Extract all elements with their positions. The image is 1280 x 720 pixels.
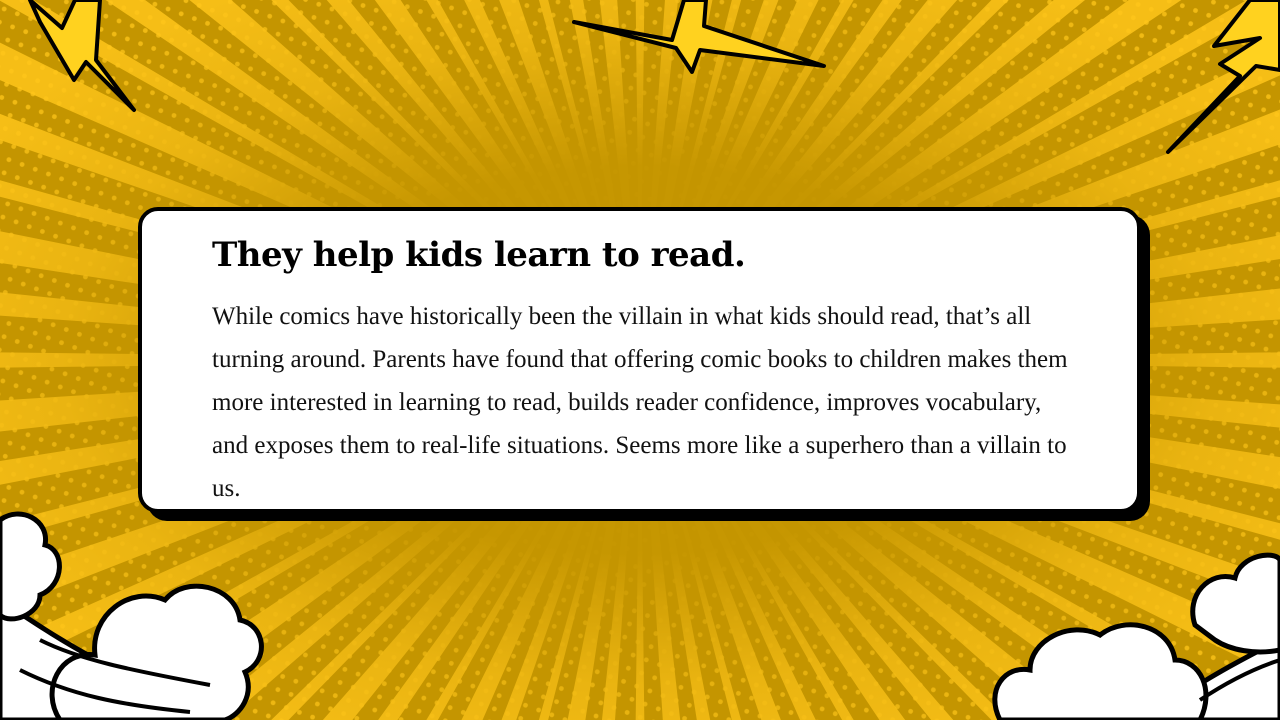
slide-heading: They help kids learn to read. xyxy=(212,235,746,275)
slide-paragraph: While comics have historically been the villain in what kids should read, that’s all turning around. Parents have found that offering comic books to children makes them more interested in learning to read, builds reader confidence, improves vocabulary, and exposes them to real-life situations. Seems more like a superhero than a villain to us. xyxy=(212,303,1068,502)
content-card xyxy=(138,207,1141,513)
